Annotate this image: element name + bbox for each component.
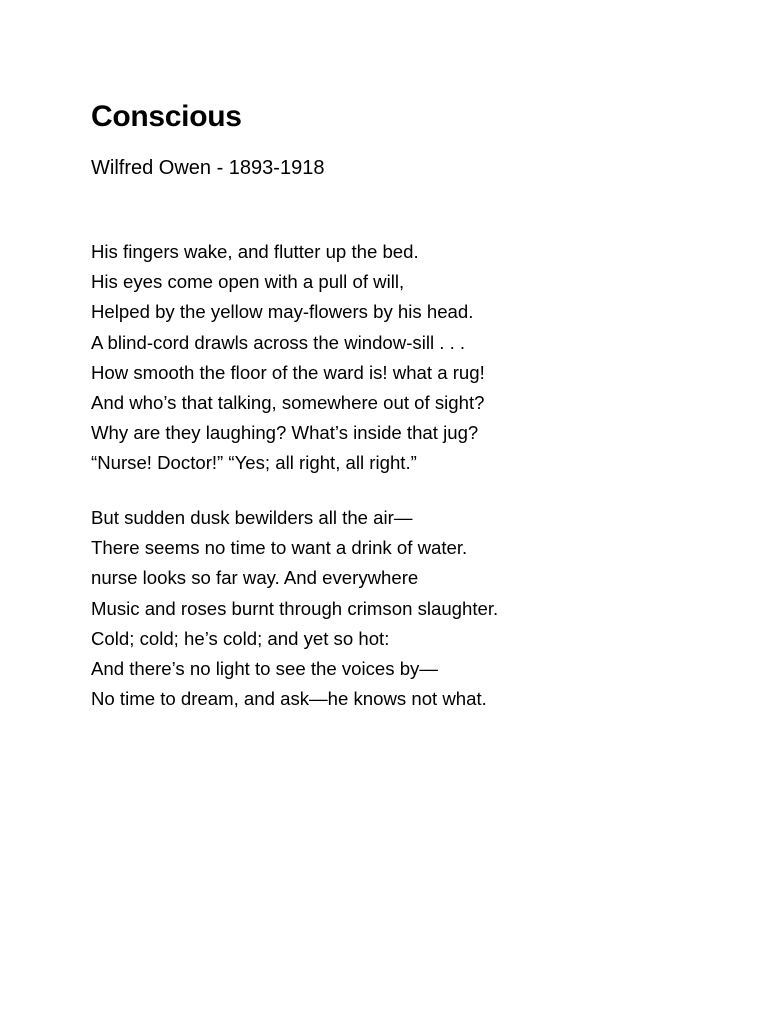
poem-line: Cold; cold; he’s cold; and yet so hot: — [91, 627, 390, 649]
stanza-1 — [91, 237, 485, 479]
poem-line: Why are they laughing? What’s inside that jug? — [91, 422, 479, 444]
poem-line: A blind-cord drawls across the window-sill . . . — [91, 331, 466, 353]
poem-author: Wilfred Owen - 1893-1918 — [91, 157, 325, 179]
poem-line: Music and roses burnt through crimson slaughter. — [91, 597, 499, 619]
poem-line: Helped by the yellow may-flowers by his head. — [91, 301, 474, 323]
poem-line: His fingers wake, and flutter up the bed. — [91, 241, 419, 262]
poem-line: But sudden dusk bewilders all the air— — [91, 507, 413, 528]
poem-line: His eyes come open with a pull of will, — [91, 271, 405, 293]
poem-line: And there’s no light to see the voices by— — [91, 658, 438, 680]
stanza-2 — [91, 503, 498, 714]
poem-line: And who’s that talking, somewhere out of sight? — [91, 392, 485, 414]
poem-line: nurse looks so far way. And everywhere — [91, 567, 419, 589]
poem-line: There seems no time to want a drink of water. — [91, 537, 468, 559]
poem-title: Conscious — [91, 100, 242, 133]
poem-line: How smooth the floor of the ward is! what a rug! — [91, 361, 485, 383]
poem-line: “Nurse! Doctor!” “Yes; all right, all right.” — [91, 452, 417, 474]
poem-line: No time to dream, and ask—he knows not what. — [91, 688, 487, 710]
